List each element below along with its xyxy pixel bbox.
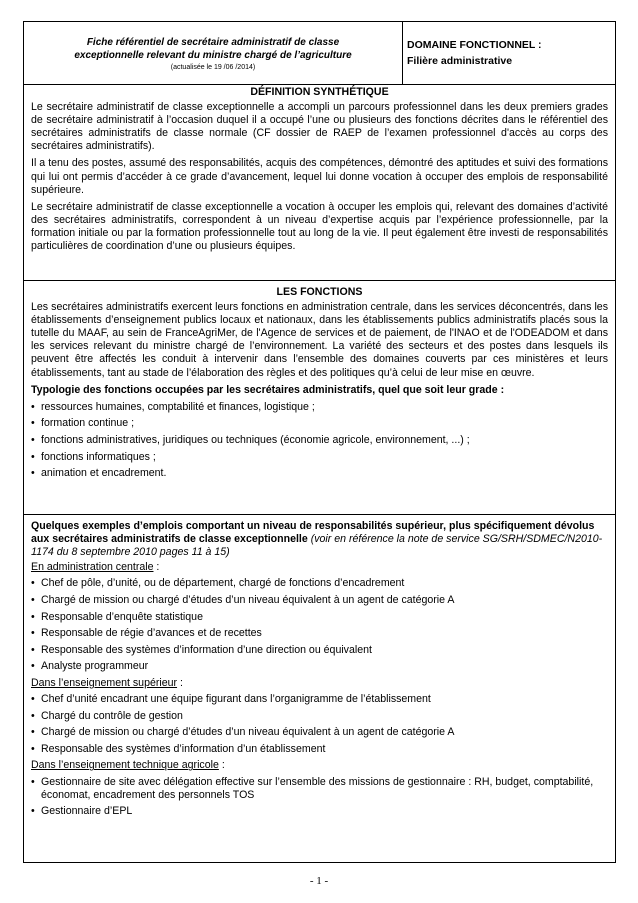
functions-heading: LES FONCTIONS <box>276 286 363 298</box>
list-item: • Chef d’unité encadrant une équipe figurant dans l’organigramme de l’établissement <box>31 693 608 706</box>
higher-education-list <box>31 693 608 756</box>
list-item: • Responsable de régie d’avances et de recettes <box>31 627 608 640</box>
title-line-2: exceptionnelle relevant du ministre chargé de l’agriculture <box>74 50 352 61</box>
group-title: Dans l’enseignement technique agricole : <box>31 759 225 772</box>
domain-value: Filière administrative <box>407 55 513 67</box>
definition-heading: DÉFINITION SYNTHÉTIQUE <box>250 86 389 98</box>
list-item: • Chargé de mission ou chargé d’études d’un niveau équivalent à un agent de catégorie A <box>31 594 608 607</box>
page-number: - 1 - <box>309 875 329 887</box>
header-domain-cell <box>403 22 616 85</box>
list-item: • Responsable des systèmes d’information d’un établissement <box>31 743 608 756</box>
functions-section <box>24 281 616 515</box>
examples-reference: (voir en référence la note de service SG/SRH/SDMEC/N2010-1174 du 8 septembre 2010 pages 11 à 15) <box>31 533 603 559</box>
definition-paragraph: Il a tenu des postes, assumé des responsabilités, acquis des compétences, démontré des aptitudes et suivi des formations qui lui ont permis d’accéder à ce grade d’avancement, lequel lui donne vocation à occuper des emplois de responsabilité supérieure. <box>31 157 608 196</box>
list-item: • Chef de pôle, d’unité, ou de département, chargé de fonctions d’encadrement <box>31 577 608 590</box>
examples-row <box>24 515 616 863</box>
examples-intro <box>31 520 608 559</box>
header-title-cell <box>24 22 403 85</box>
update-date: (actualisée le 19 /06 /2014) <box>170 64 256 71</box>
list-item: • Gestionnaire de site avec délégation effective sur l’ensemble des missions de gestionnaire : RH, budget, comptabilité, économat, encadrement des personnels TOS <box>31 776 608 802</box>
examples-heading: Quelques exemples d’emplois comportant un niveau de responsabilités supérieur, plus spécifiquement dévolus aux secrétaires administratifs de classe exceptionnelle <box>31 520 595 546</box>
document-title <box>24 36 402 62</box>
group-title: Dans l’enseignement supérieur : <box>31 676 183 689</box>
definition-paragraph: Le secrétaire administratif de classe exceptionnelle a accompli un parcours professionnel dans les deux premiers grades de secrétaire administratif à l’occasion duquel il a occupé l’une ou plusieurs des fonctions décrites dans le référentiel des secrétaires administratifs de classe normale (CF dossier de RAEP de l’examen professionnel d'accès au corps des secrétaires administratifs). <box>31 101 608 153</box>
definition-paragraph: Le secrétaire administratif de classe exceptionnelle a vocation à occuper les emplois qui, relevant des domaines d’activité des secrétaires administratifs, correspondent à un niveau d’expertise acquis par l’expérience professionnelle, par la formation initiale ou par la formation professionnelle tout au long de la vie. Il peut également être investi de responsabilités particulières de coordination d’une ou plusieurs équipes. <box>31 200 608 253</box>
header-row <box>24 22 616 85</box>
document-page <box>23 21 616 863</box>
list-item: • Responsable d’enquête statistique <box>31 611 608 624</box>
definition-row <box>24 85 616 281</box>
list-item: • fonctions administratives, juridiques ou techniques (économie agricole, environnement, ...) ; <box>31 434 608 447</box>
list-item: • ressources humaines, comptabilité et finances, logistique ; <box>31 401 608 414</box>
examples-section <box>24 515 616 863</box>
functions-list <box>31 401 608 480</box>
title-line-1: Fiche référentiel de secrétaire administratif de classe <box>86 37 340 48</box>
list-item: • Gestionnaire d’EPL <box>31 805 608 818</box>
central-administration-list <box>31 577 608 673</box>
technical-education-list <box>31 776 608 819</box>
list-item: • fonctions informatiques ; <box>31 451 608 464</box>
list-item: • animation et encadrement. <box>31 467 608 480</box>
functions-intro: Les secrétaires administratifs exercent leurs fonctions en administration centrale, dans les services déconcentrés, dans les établissements d’enseignement publics locaux et nationaux, dans les établissements publics administratifs placés sous la tutelle du MAAF, au sein de FranceAgriMer, de l'Agence de services et de paiement, de l'INAO et de l'ODEADOM et dans les services relevant du ministre chargé de l’environnement. La variété des secteurs et des postes dans lesquels ils peuvent être affectés les conduit à intervenir dans l’ensemble des domaines couverts par ces ministères et leurs établissements, tant au stade de l’élaboration des règles et des politiques qu’à celui de leur mise en œuvre. <box>31 301 608 379</box>
functions-row <box>24 281 616 515</box>
typology-heading: Typologie des fonctions occupées par les secrétaires administratifs, quel que soit leur grade : <box>31 383 505 396</box>
list-item: • Responsable des systèmes d’information d’une direction ou équivalent <box>31 644 608 657</box>
list-item: • Analyste programmeur <box>31 660 608 673</box>
list-item: • Chargé de mission ou chargé d’études d’un niveau équivalent à un agent de catégorie A <box>31 726 608 739</box>
list-item: • formation continue ; <box>31 417 608 430</box>
list-item: • Chargé du contrôle de gestion <box>31 710 608 723</box>
definition-section <box>24 85 616 281</box>
group-title: En administration centrale : <box>31 561 160 574</box>
referential-table <box>23 21 616 863</box>
domain-label: DOMAINE FONCTIONNEL : <box>407 39 542 51</box>
